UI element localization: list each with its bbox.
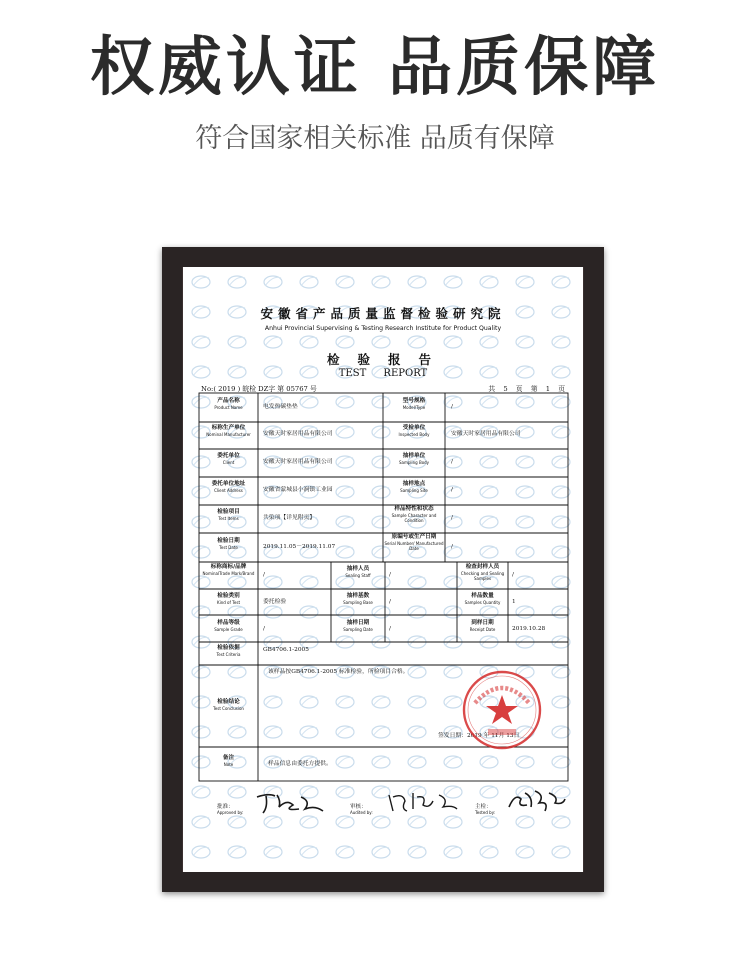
value-sample-character: / [451,515,453,521]
tested-signature-image [505,785,567,815]
value-kind-of-test: 委托检验 [263,599,287,605]
red-official-seal-image [461,669,543,751]
label-product-name: 产品名称 Product Name [214,398,243,410]
label-sample-grade: 样品等级 Sample Grade [214,620,243,632]
label-inspected-body: 受检单位 Inspected Body [398,425,430,437]
label-conclusion: 检验结论 Test Conclusion [213,699,244,711]
label-checking-sealing: 检查封样人员 Checking and Sealing Samples [460,564,505,581]
value-note: 样品信息由委托方提供。 [268,761,332,767]
label-test-criteria: 检验依据 Test Criteria [216,645,241,657]
label-trade-mark: 标称商标/品牌 NominalTrade Mark/Brand [202,564,255,576]
label-tested-by: 主检： Tested by: [475,804,496,815]
label-sampling-base: 抽样基数 Sampling Base [343,593,373,605]
label-manufacturer: 标称生产单位 Nominal Manufacturer [206,425,251,437]
value-sampling-site: / [451,487,453,493]
label-serial-number: 原编号或生产日期 Serial Number/ Manufactured Date [384,534,444,551]
test-report-document [183,267,583,872]
label-client: 委托单位 Client [217,453,240,465]
label-sample-quantity: 样品数量 Samples Quantity [464,593,501,605]
report-title-cn: 检验报告 [326,352,449,367]
report-page-count: 共 5 页 第 1 页 [488,385,565,393]
value-client-address: 安徽省蒙城县小涧镇工业园 [263,487,333,493]
label-client-address: 委托单位地址 Client Address [211,481,246,493]
value-receipt-date: 2019.10.28 [512,626,546,632]
value-test-criteria: GB4706.1-2005 [263,647,309,653]
value-product-name: 电发热碳垫垫 [263,404,298,410]
label-kind-of-test: 检验类别 Kind of Test [216,593,241,605]
label-test-date: 检验日期 Test Date [217,538,240,550]
report-number: No:( 2019 ) 皖检 DZ字 第 05767 号 [201,385,317,393]
value-sample-quantity: 1 [512,599,516,605]
value-sealing-staff: / [389,572,391,578]
label-sampling-date: 抽样日期 Sampling Date [343,620,373,632]
approved-signature-image [253,787,328,817]
value-test-items: 共染项【详见附页】 [263,515,316,521]
hero-subtitle: 符合国家相关标准 品质有保障 [195,123,555,154]
label-sealing-staff: 抽样人员 Sealing Staff [345,566,371,578]
label-sampling-body: 抽样单位 Sampling Body [398,453,430,465]
label-note: 备注 Note [222,755,235,767]
label-test-items: 检验项目 Test Items [217,509,240,521]
value-sampling-base: / [389,599,391,605]
value-checking-sealing: / [512,572,514,578]
value-test-date: 2019.11.05－2019.11.07 [263,544,336,550]
label-approved-by: 批准： Approved by: [217,804,244,815]
value-model: / [451,404,453,410]
value-sampling-date: / [389,626,391,632]
institute-name-en: Anhui Provincial Supervising & Testing Research Institute for Product Quality [264,325,502,332]
value-inspected-body: 安徽天时家居用品有限公司 [451,431,521,437]
audited-signature-image [383,787,463,815]
hero-title: 权威认证 品质保障 [89,31,661,105]
value-serial-number: / [451,544,453,550]
label-receipt-date: 到样日期 Receipt Date [469,620,496,632]
institute-name-cn: 安徽省产品质量监督检验研究院 [260,306,506,321]
value-sampling-body: / [451,459,453,465]
label-model: 型号规格 Model/Type [402,398,426,410]
label-sample-character: 样品特性和状态 Sample Character and Condition [391,506,437,523]
report-title-en: TEST REPORT [338,368,428,379]
value-sample-grade: / [263,626,265,632]
value-manufacturer: 安徽天时家居用品有限公司 [263,431,333,437]
value-conclusion: 该样品按GB4706.1-2005 标准检验，所检项目合格。 [268,669,409,675]
label-sampling-site: 抽样地点 Sampling Site [400,481,428,493]
value-issue-date: 签发日期：2019 年 11月 13日 [438,733,520,739]
value-client: 安徽天时家居用品有限公司 [263,459,333,465]
label-audited-by: 审核： Audited by: [350,804,373,815]
value-trade-mark: / [263,572,265,578]
